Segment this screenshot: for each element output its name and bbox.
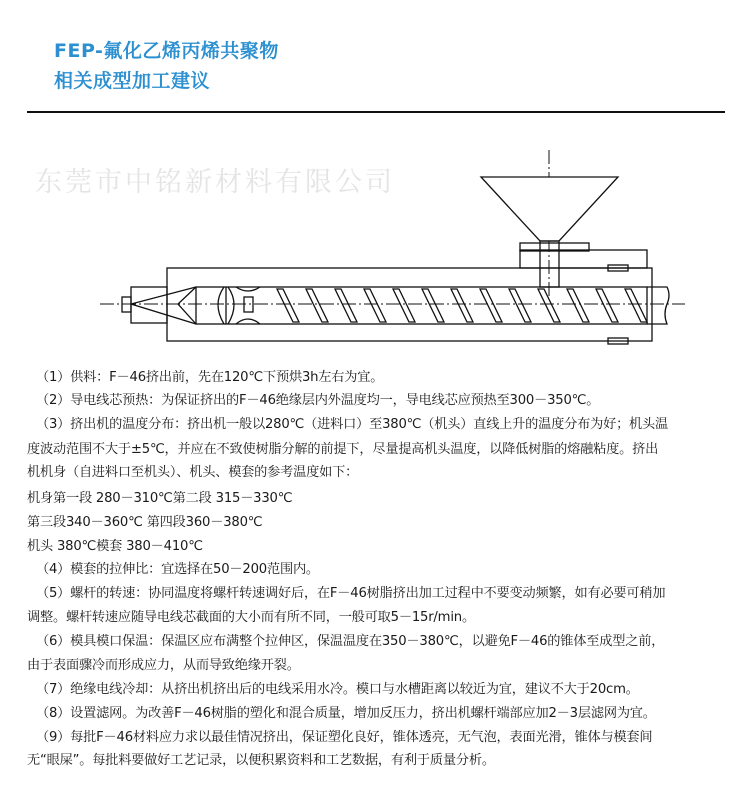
screw-flight [422,289,444,322]
screw-flight [596,289,618,322]
torpedo [218,287,234,324]
screw-flight [335,289,357,322]
cone [131,287,196,324]
screw-shaft [647,287,669,324]
body-line: 无“眼屎”。每批料要做好工艺记录，以便积累资料和工艺数据，有利于质量分析。 [27,753,495,768]
body-line: （1）供料：F－46挤出前，先在120℃下预烘3h左右为宜。 [36,370,384,385]
body-line: 机机身（自进料口至机头）、机头、模套的参考温度如下： [27,465,359,480]
body-line: 机身第一段 280－310℃第二段 315－330℃ [27,491,293,506]
screw-flight [567,289,589,322]
page-title-line2: 相关成型加工建议 [54,70,211,92]
screw-flight [509,289,531,322]
screw-flight [480,289,502,322]
body-line: 第三段340－360℃ 第四段360－380℃ [27,515,263,530]
body-line: （8）设置滤网。为改善F－46树脂的塑化和混合质量，增加反压力，挤出机螺杆端部应加2－3层滤网为宜。 [36,706,656,721]
watermark: 东莞市中铭新材料有限公司 [35,167,395,198]
body-line: 由于表面骤冷而形成应力，从而导致绝缘开裂。 [27,658,300,673]
screw-flight [306,289,328,322]
screw-flight [451,289,473,322]
screw-flight [277,289,299,322]
screw-flight [364,289,386,322]
body-line: （4）模套的拉伸比：宜选择在50－200范围内。 [36,562,319,577]
screw-flight [625,289,647,322]
body-line: （6）模具模口保温：保温区应布满整个拉伸区，保温温度在350－380℃，以避免F－46的锥体至成型之前， [36,634,665,649]
body-line: （5）螺杆的转速：协同温度将螺杆转速调好后，在F－46树脂挤出加工过程中不要变动频繁，如有必要可稍加 [36,586,666,601]
body-line: （3）挤出机的温度分布：挤出机一般以280℃（进料口）至380℃（机头）直线上升的温度分布为好；机头温 [36,417,669,432]
body-line: 机头 380℃模套 380－410℃ [27,539,203,554]
screw-flight [393,289,415,322]
body-line: （9）每批F－46材料应力求以最佳情况挤出，保证塑化良好，锥体透亮，无气泡，表面光滑，锥体与模套间 [36,730,653,745]
body-line: 度波动范围不大于±5℃，并应在不致使树脂分解的前提下，尽量提高机头温度，以降低树脂的熔融粘度。挤出 [27,442,659,457]
extruder-diagram [0,150,750,350]
screw-flights [277,289,647,322]
body-line: （2）导电线芯预热：为保证挤出的F－46绝缘层内外温度均一，导电线芯应预热至300－350℃。 [36,393,600,408]
screw-chamber [196,287,647,324]
body-line: （7）绝缘电线冷却：从挤出机挤出后的电线采用水冷。模口与水槽距离以较近为宜，建议不大于20cm。 [36,682,639,697]
hopper [481,177,618,241]
body-line: 调整。螺杆转速应随导电线芯截面的大小而有所不同，一般可取5－15r/min。 [27,610,475,625]
title-divider [27,111,725,113]
page-title-line1: FEP-氟化乙烯丙烯共聚物 [54,40,279,62]
